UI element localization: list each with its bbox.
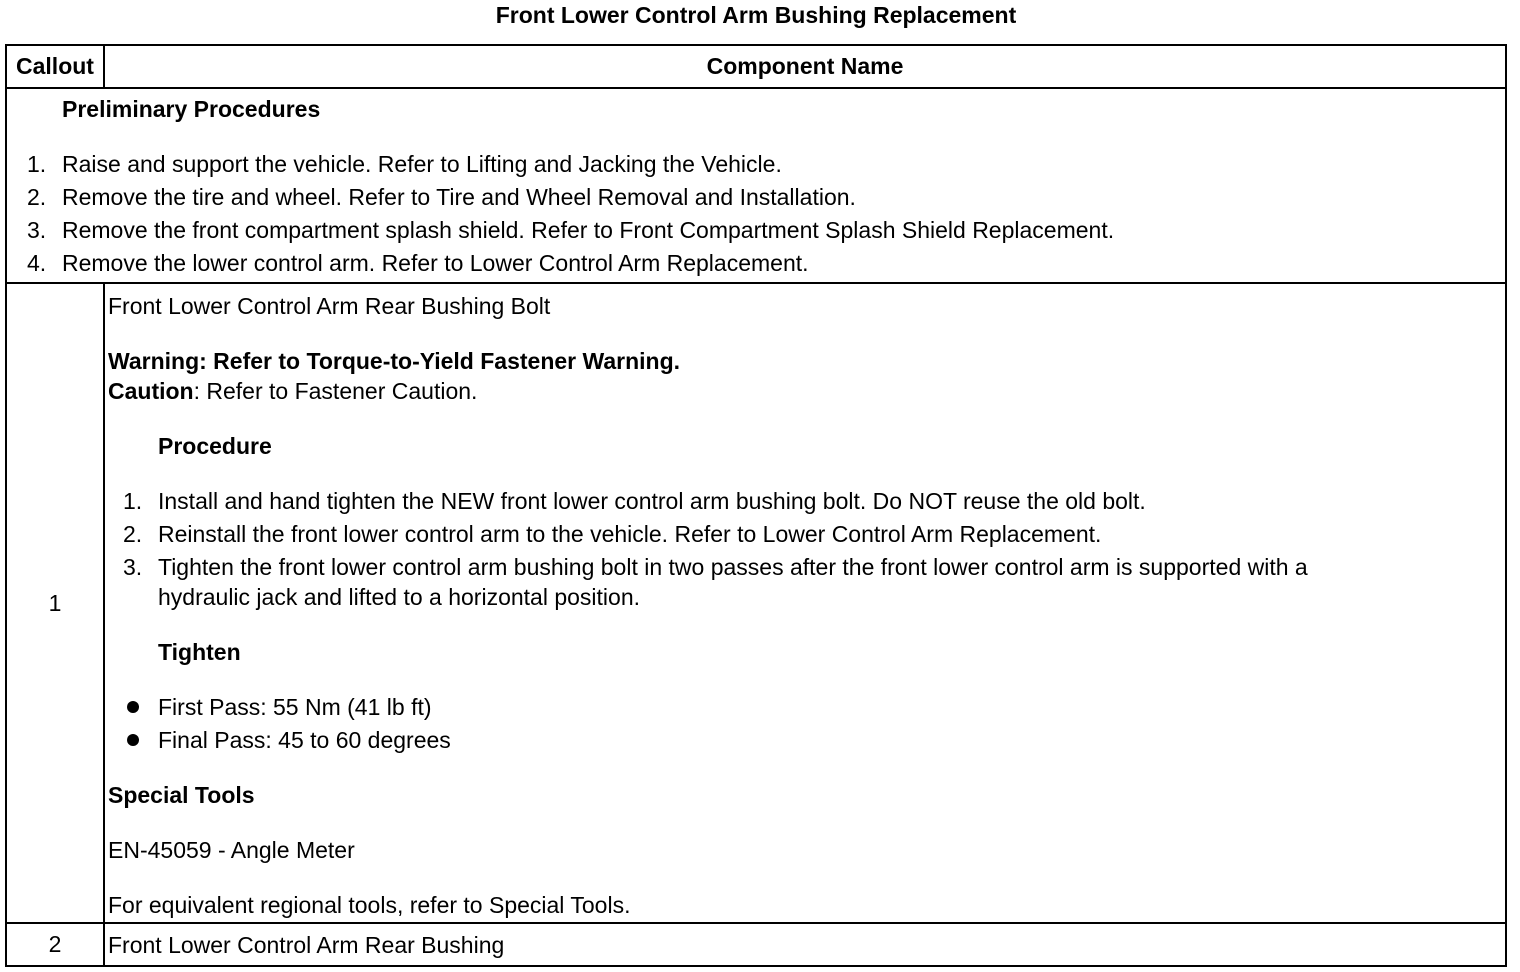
table-row [7,284,1505,924]
preliminary-step-number: 2. [27,184,47,210]
procedure-heading: Procedure [158,433,272,459]
callout-cell [7,284,105,922]
callout-cell [7,924,105,965]
procedure-step-text-continued: hydraulic jack and lifted to a horizontal position. [158,584,641,610]
document-title: Front Lower Control Arm Bushing Replacement [495,2,1017,28]
preliminary-step-number: 3. [27,217,47,243]
component-name: Front Lower Control Arm Rear Bushing [108,932,505,958]
table-header-row [7,46,1505,89]
procedure-step-text: Tighten the front lower control arm bushing bolt in two passes after the front lower control arm is supported with a [158,554,1308,580]
callout-number: 2 [48,931,62,957]
component-name-column-header: Component Name [706,53,904,79]
callout-number: 1 [48,590,62,616]
caution-message: : Refer to Fastener Caution. [193,378,478,404]
procedure-step-number: 3. [123,554,143,580]
special-tool-item: EN-45059 - Angle Meter [108,837,355,863]
preliminary-step-text: Raise and support the vehicle. Refer to Lifting and Jacking the Vehicle. [62,151,782,177]
callout-column-header: Callout [7,46,105,87]
preliminary-step-text: Remove the tire and wheel. Refer to Tire and Wheel Removal and Installation. [62,184,856,210]
tighten-heading: Tighten [158,639,241,665]
bullet-icon [127,701,139,713]
procedure-step-number: 2. [123,521,143,547]
preliminary-procedures-heading: Preliminary Procedures [62,96,321,122]
preliminary-step-text: Remove the front compartment splash shield. Refer to Front Compartment Splash Shield Replacement. [62,217,1115,243]
preliminary-step-number: 4. [27,250,47,276]
caution-text [108,377,477,405]
procedure-step-number: 1. [123,488,143,514]
caution-label: Caution [108,378,194,404]
procedure-table [5,44,1507,967]
bullet-icon [127,734,139,746]
regional-tools-note: For equivalent regional tools, refer to Special Tools. [108,892,631,918]
tighten-item: Final Pass: 45 to 60 degrees [158,727,451,753]
procedure-step-text: Reinstall the front lower control arm to the vehicle. Refer to Lower Control Arm Replacement. [158,521,1102,547]
component-name: Front Lower Control Arm Rear Bushing Bolt [108,293,551,319]
preliminary-step-number: 1. [27,151,47,177]
warning-text: Warning: Refer to Torque-to-Yield Fastener Warning. [108,348,681,374]
preliminary-procedures-section [7,89,1505,284]
table-row [7,924,1505,965]
tighten-item: First Pass: 55 Nm (41 lb ft) [158,694,432,720]
preliminary-step-text: Remove the lower control arm. Refer to Lower Control Arm Replacement. [62,250,809,276]
procedure-step-text: Install and hand tighten the NEW front lower control arm bushing bolt. Do NOT reuse the old bolt. [158,488,1146,514]
special-tools-heading: Special Tools [108,782,255,808]
